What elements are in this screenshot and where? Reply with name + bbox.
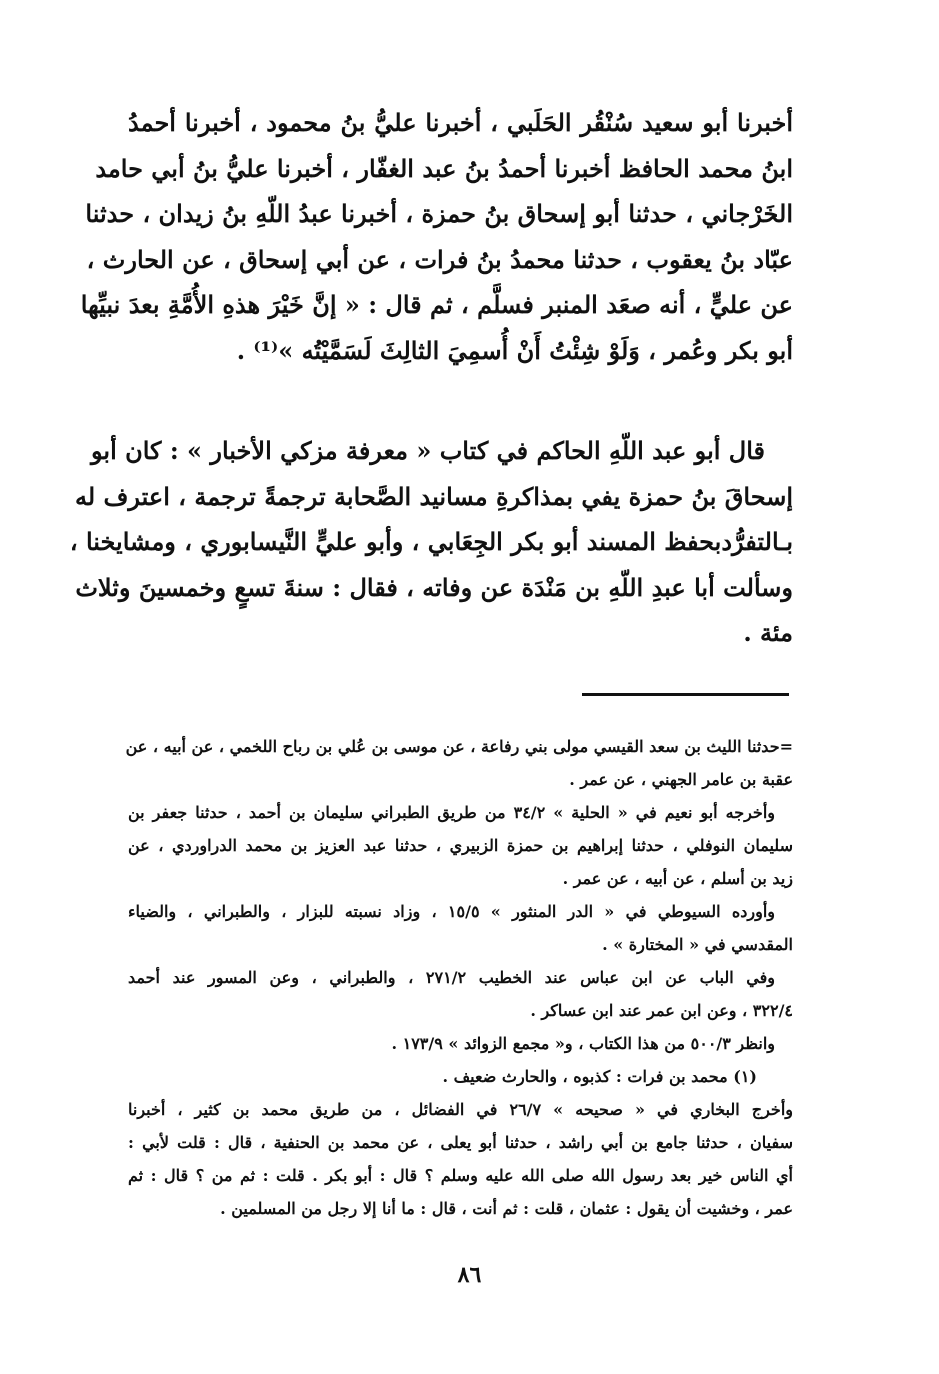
text-line: عبّاد بنُ يعقوب ، حدثنا محمدُ بنُ فرات ، عن أبي إسحاق ، عن الحارث ، (86, 244, 793, 274)
footnote-line: أي الناس خير بعد رسول الله صلى الله عليه وسلم ؟ قال : أبو بكر . قلت : ثم من ؟ قال : ثم (128, 1166, 793, 1185)
footnote-line: زيد بن أسلم ، عن أبيه ، عن عمر . (562, 869, 793, 888)
text-line: ابنُ محمد الحافظ أخبرنا أحمدُ بنُ عبد الغفّار ، أخبرنا عليُّ بنُ أبي حامد (95, 153, 793, 183)
page-number: ٨٦ (457, 1262, 482, 1288)
footnotes (125, 730, 793, 1225)
text-line: أخبرنا أبو سعيد سُنْقُر الحَلَبي ، أخبرنا عليُّ بنُ محمود ، أخبرنا أحمدُ (128, 108, 793, 137)
paragraph-hakim (69, 428, 793, 656)
footnote-line: (١) محمد بن فرات : كذبوه ، والحارث ضعيف . (442, 1067, 757, 1086)
text-line: إسحاقَ بنُ حمزة يفي بمذاكرةِ مسانيد الصَّحابة ترجمةً ترجمة ، اعترف له (75, 481, 793, 511)
text-line: مئة . (743, 618, 793, 647)
footnote-line: وأورده السيوطي في « الدر المنثور » ١٥/٥ ، وزاد نسبته للبزار ، والطبراني ، والضياء (128, 902, 776, 921)
footnote-line: وانظر ٥٠٠/٣ من هذا الكتاب ، و« مجمع الزوائد » ١٧٣/٩ . (391, 1034, 775, 1053)
text-line: عن عليٍّ ، أنه صعَد المنبر فسلَّم ، ثم قال : « إنَّ خَيْرَ هذهِ الأُمَّةِ بعدَ نبيِّها (80, 290, 793, 319)
footnote-separator (582, 693, 789, 696)
footnote-line: ٣٢٢/٤ ، وعن ابن عمر عند ابن عساكر . (530, 1001, 793, 1020)
footnote-line: عمر ، وخشيت أن يقول : عثمان ، قلت : ثم أنت ، قال : ما أنا إلا رجل من المسلمين . (220, 1199, 793, 1218)
footnote-line: وفي الباب عن ابن عباس عند الخطيب ٢٧١/٢ ، والطبراني ، وعن المسور عند أحمد (128, 968, 775, 987)
footnote-line: سليمان النوفلي ، حدثنا إبراهيم بن حمزة الزبيري ، حدثنا عبد العزيز بن محمد الدراوردي ، عن (128, 836, 793, 855)
text-line: بـالتفرُّدبحفظ المسند أبو بكر الجِعَابي ، وأبو عليٍّ النَّيسابوري ، ومشايخنا ، (69, 527, 793, 556)
text-line: الخَرْجاني ، حدثنا أبو إسحاق بنُ حمزة ، أخبرنا عبدُ اللّهِ بنُ زيدان ، حدثنا (85, 199, 793, 228)
main-text (69, 100, 793, 656)
paragraph-gap (128, 373, 793, 428)
footnote-line: المقدسي في « المختارة » . (602, 935, 793, 954)
footnote-line: سفيان ، حدثنا جامع بن أبي راشد ، حدثنا أبو يعلى ، عن محمد بن الحنفية ، قال : قلت لأبي : (128, 1133, 793, 1152)
text-line: أبو بكر وعُمر ، وَلَوْ شِئْتُ أَنْ أُسمِيَ الثالِثَ لَسَمَّيْتُه »⁽¹⁾ . (236, 335, 793, 365)
footnote-line: وأخرج البخاري في « صحيحه » ٢٦/٧ في الفضائل ، من طريق محمد بن كثير ، أخبرنا (128, 1100, 793, 1119)
footnote-line: =حدثنا الليث بن سعد القيسي مولى بني رفاعة ، عن موسى بن عُلي بن رباح اللخمي ، عن أبيه ، عن (125, 737, 793, 756)
text-line: وسألت أبا عبدِ اللّهِ بن مَنْدَة عن وفاته ، فقال : سنةَ تسعٍ وخمسينَ وثلاث (75, 572, 793, 602)
text-line: قال أبو عبد اللّهِ الحاكم في كتاب « معرفة مزكي الأخبار » : كان أبو (91, 436, 765, 465)
footnote-line: وأخرجه أبو نعيم في « الحلية » ٣٤/٢ من طريق الطبراني سليمان بن أحمد ، حدثنا جعفر بن (128, 803, 775, 822)
paragraph-hadith (80, 100, 793, 373)
footnote-line: عقبة بن عامر الجهني ، عن عمر . (569, 770, 793, 789)
